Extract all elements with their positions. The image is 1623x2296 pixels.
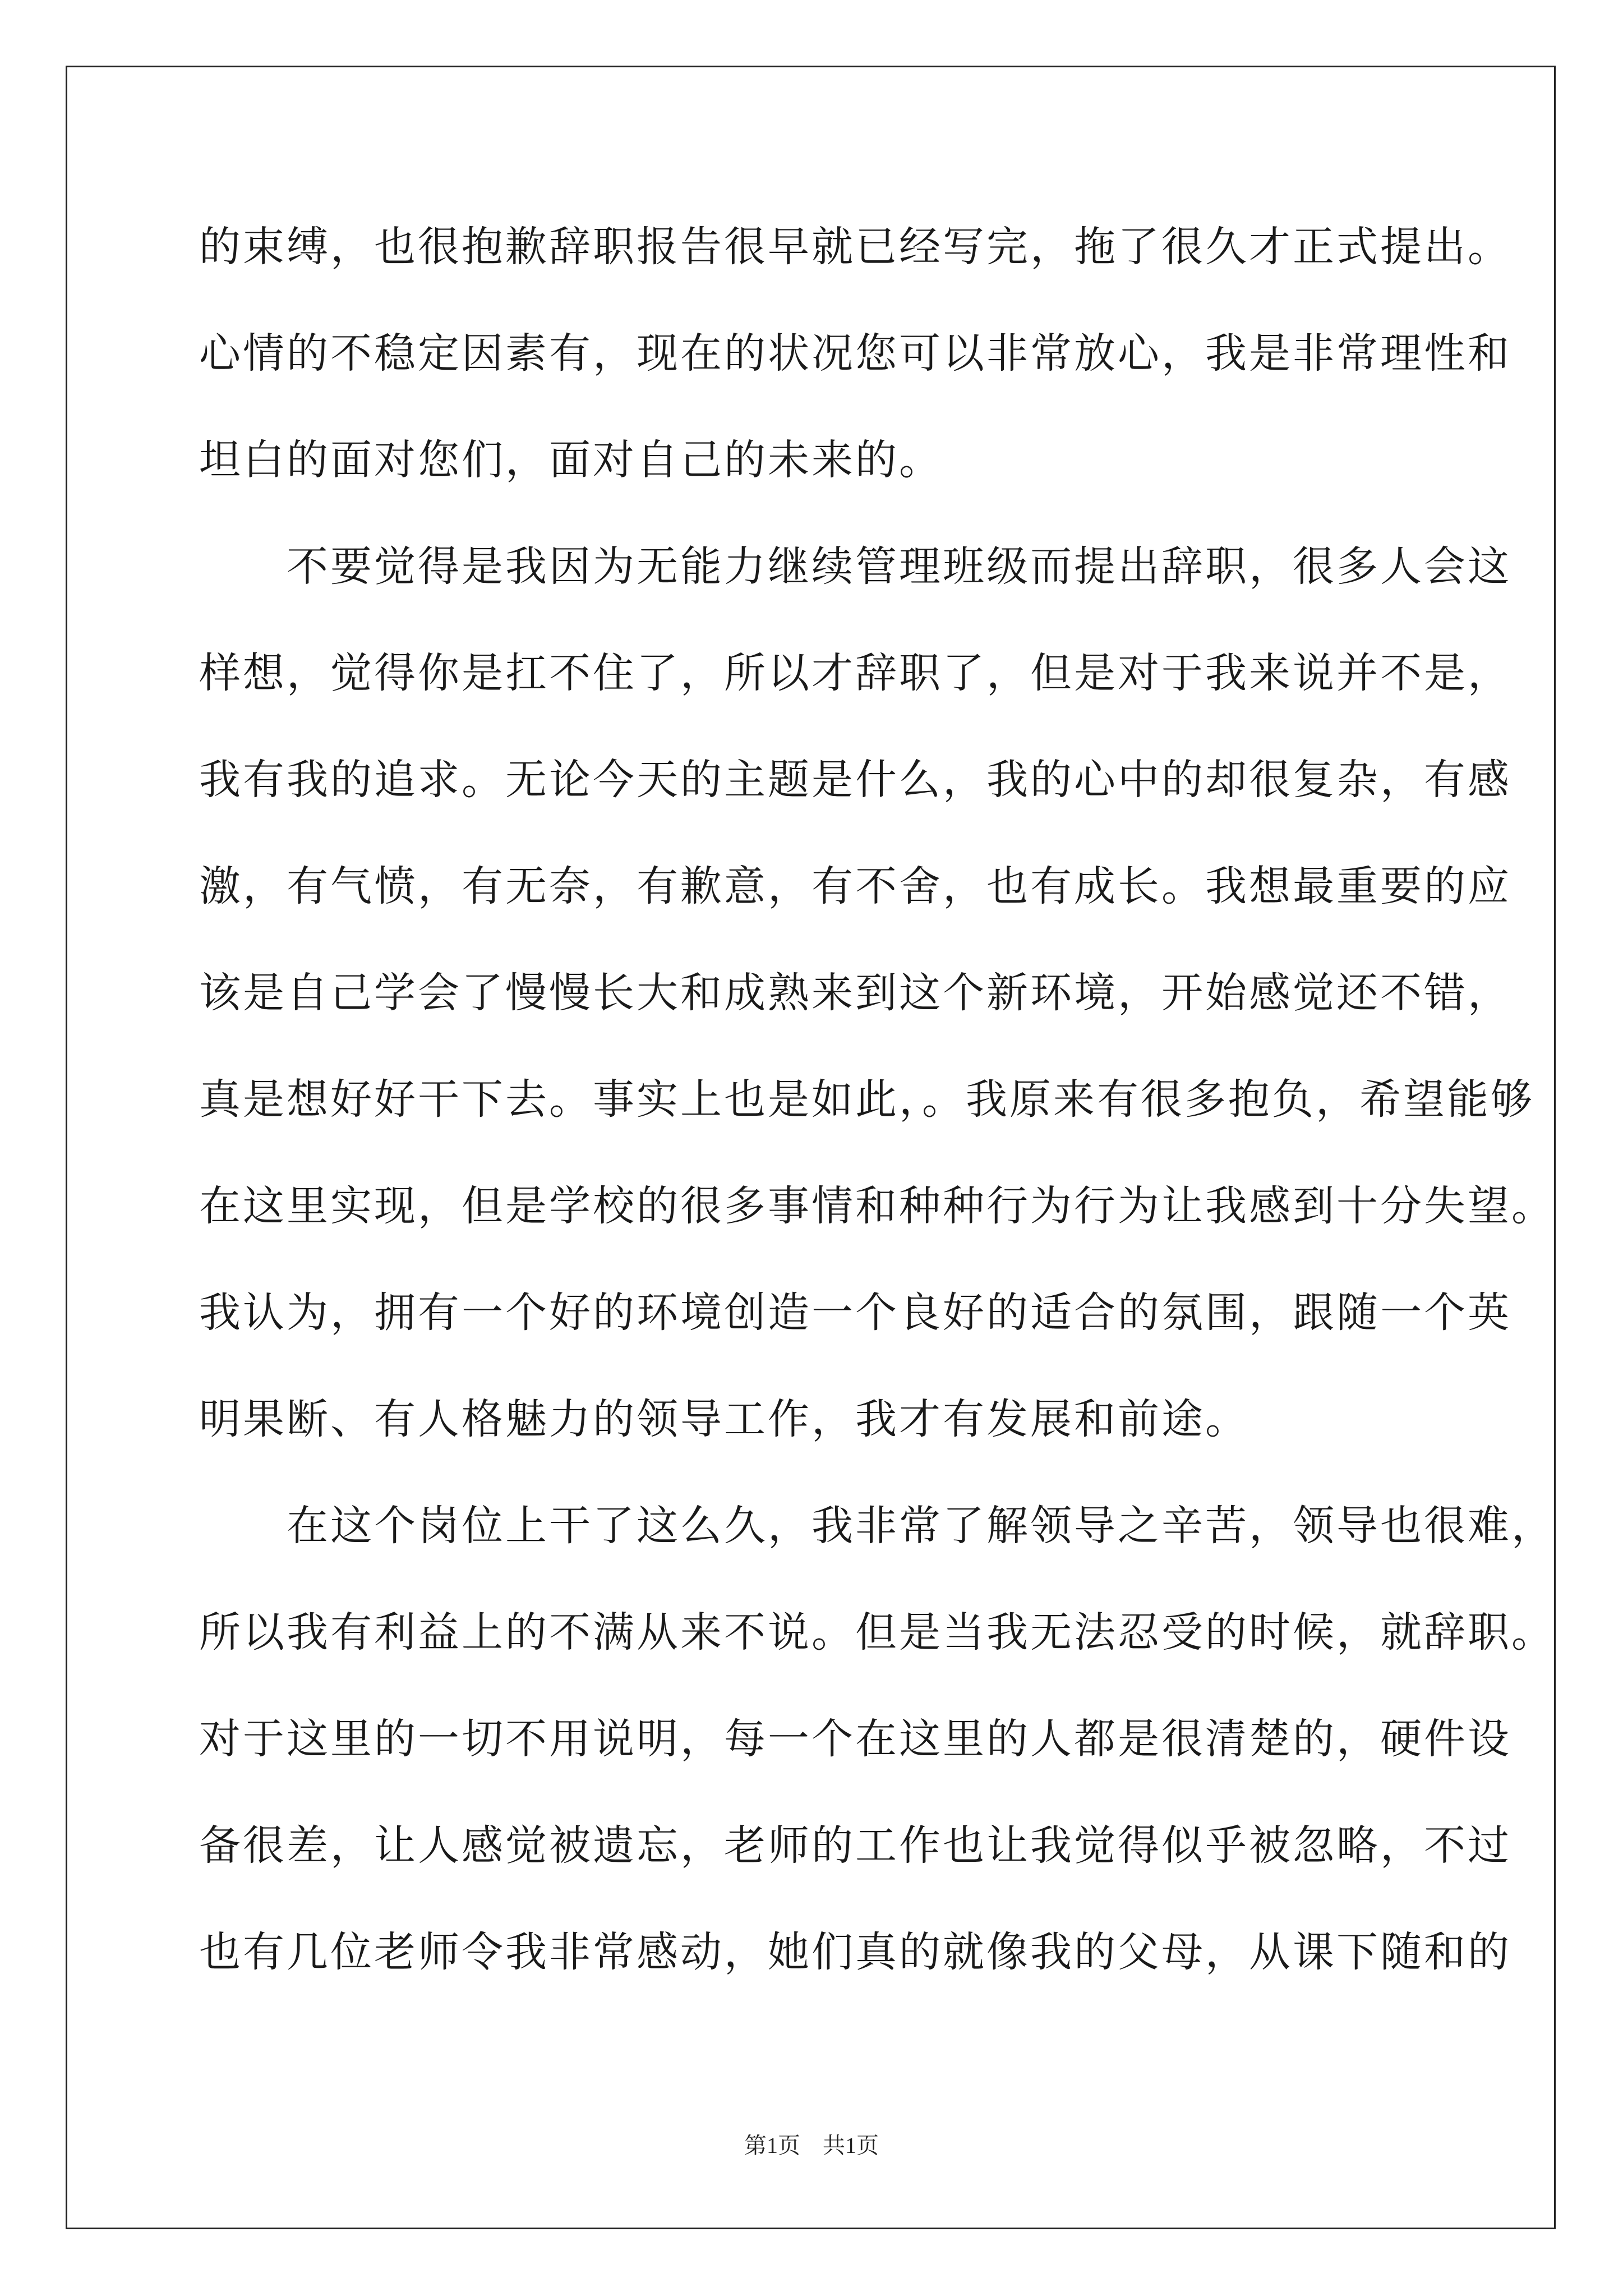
text-line: 明果断、有人格魅力的领导工作，我才有发展和前途。 — [199, 1395, 1249, 1443]
text-line: 我有我的追求。无论今天的主题是什么，我的心中的却很复杂，有感 — [199, 756, 1511, 804]
text-line: 在这里实现，但是学校的很多事情和种种行为行为让我感到十分失望。 — [199, 1182, 1555, 1230]
text-line: 该是自己学会了慢慢长大和成熟来到这个新环境，开始感觉还不错， — [199, 969, 1511, 1017]
text-line: 激，有气愤，有无奈，有歉意，有不舍，也有成长。我想最重要的应 — [199, 862, 1511, 910]
page-footer: 第1页 共1页 — [744, 2133, 879, 2158]
text-line: 样想，觉得你是扛不住了，所以才辞职了，但是对于我来说并不是， — [199, 649, 1511, 697]
text-line: 在这个岗位上干了这么久，我非常了解领导之辛苦，领导也很难， — [199, 1502, 1555, 1550]
text-line: 我认为，拥有一个好的环境创造一个良好的适合的氛围，跟随一个英 — [199, 1289, 1511, 1337]
text-line: 不要觉得是我因为无能力继续管理班级而提出辞职，很多人会这 — [199, 542, 1511, 591]
text-line: 也有几位老师令我非常感动，她们真的就像我的父母，从课下随和的 — [199, 1928, 1511, 1976]
text-line: 备很差，让人感觉被遗忘，老师的工作也让我觉得似乎被忽略，不过 — [199, 1821, 1511, 1870]
text-line: 所以我有利益上的不满从来不说。但是当我无法忍受的时候，就辞职。 — [199, 1608, 1555, 1657]
text-line: 坦白的面对您们，面对自己的未来的。 — [199, 436, 943, 484]
text-line: 心情的不稳定因素有，现在的状况您可以非常放心，我是非常理性和 — [199, 329, 1511, 378]
page-border — [66, 66, 1556, 2229]
text-line: 的束缚，也很抱歉辞职报告很早就已经写完，拖了很久才正式提出。 — [199, 223, 1511, 271]
text-line: 真是想好好干下去。事实上也是如此，。我原来有很多抱负，希望能够 — [199, 1075, 1534, 1124]
text-line: 对于这里的一切不用说明，每一个在这里的人都是很清楚的，硬件设 — [199, 1715, 1511, 1763]
